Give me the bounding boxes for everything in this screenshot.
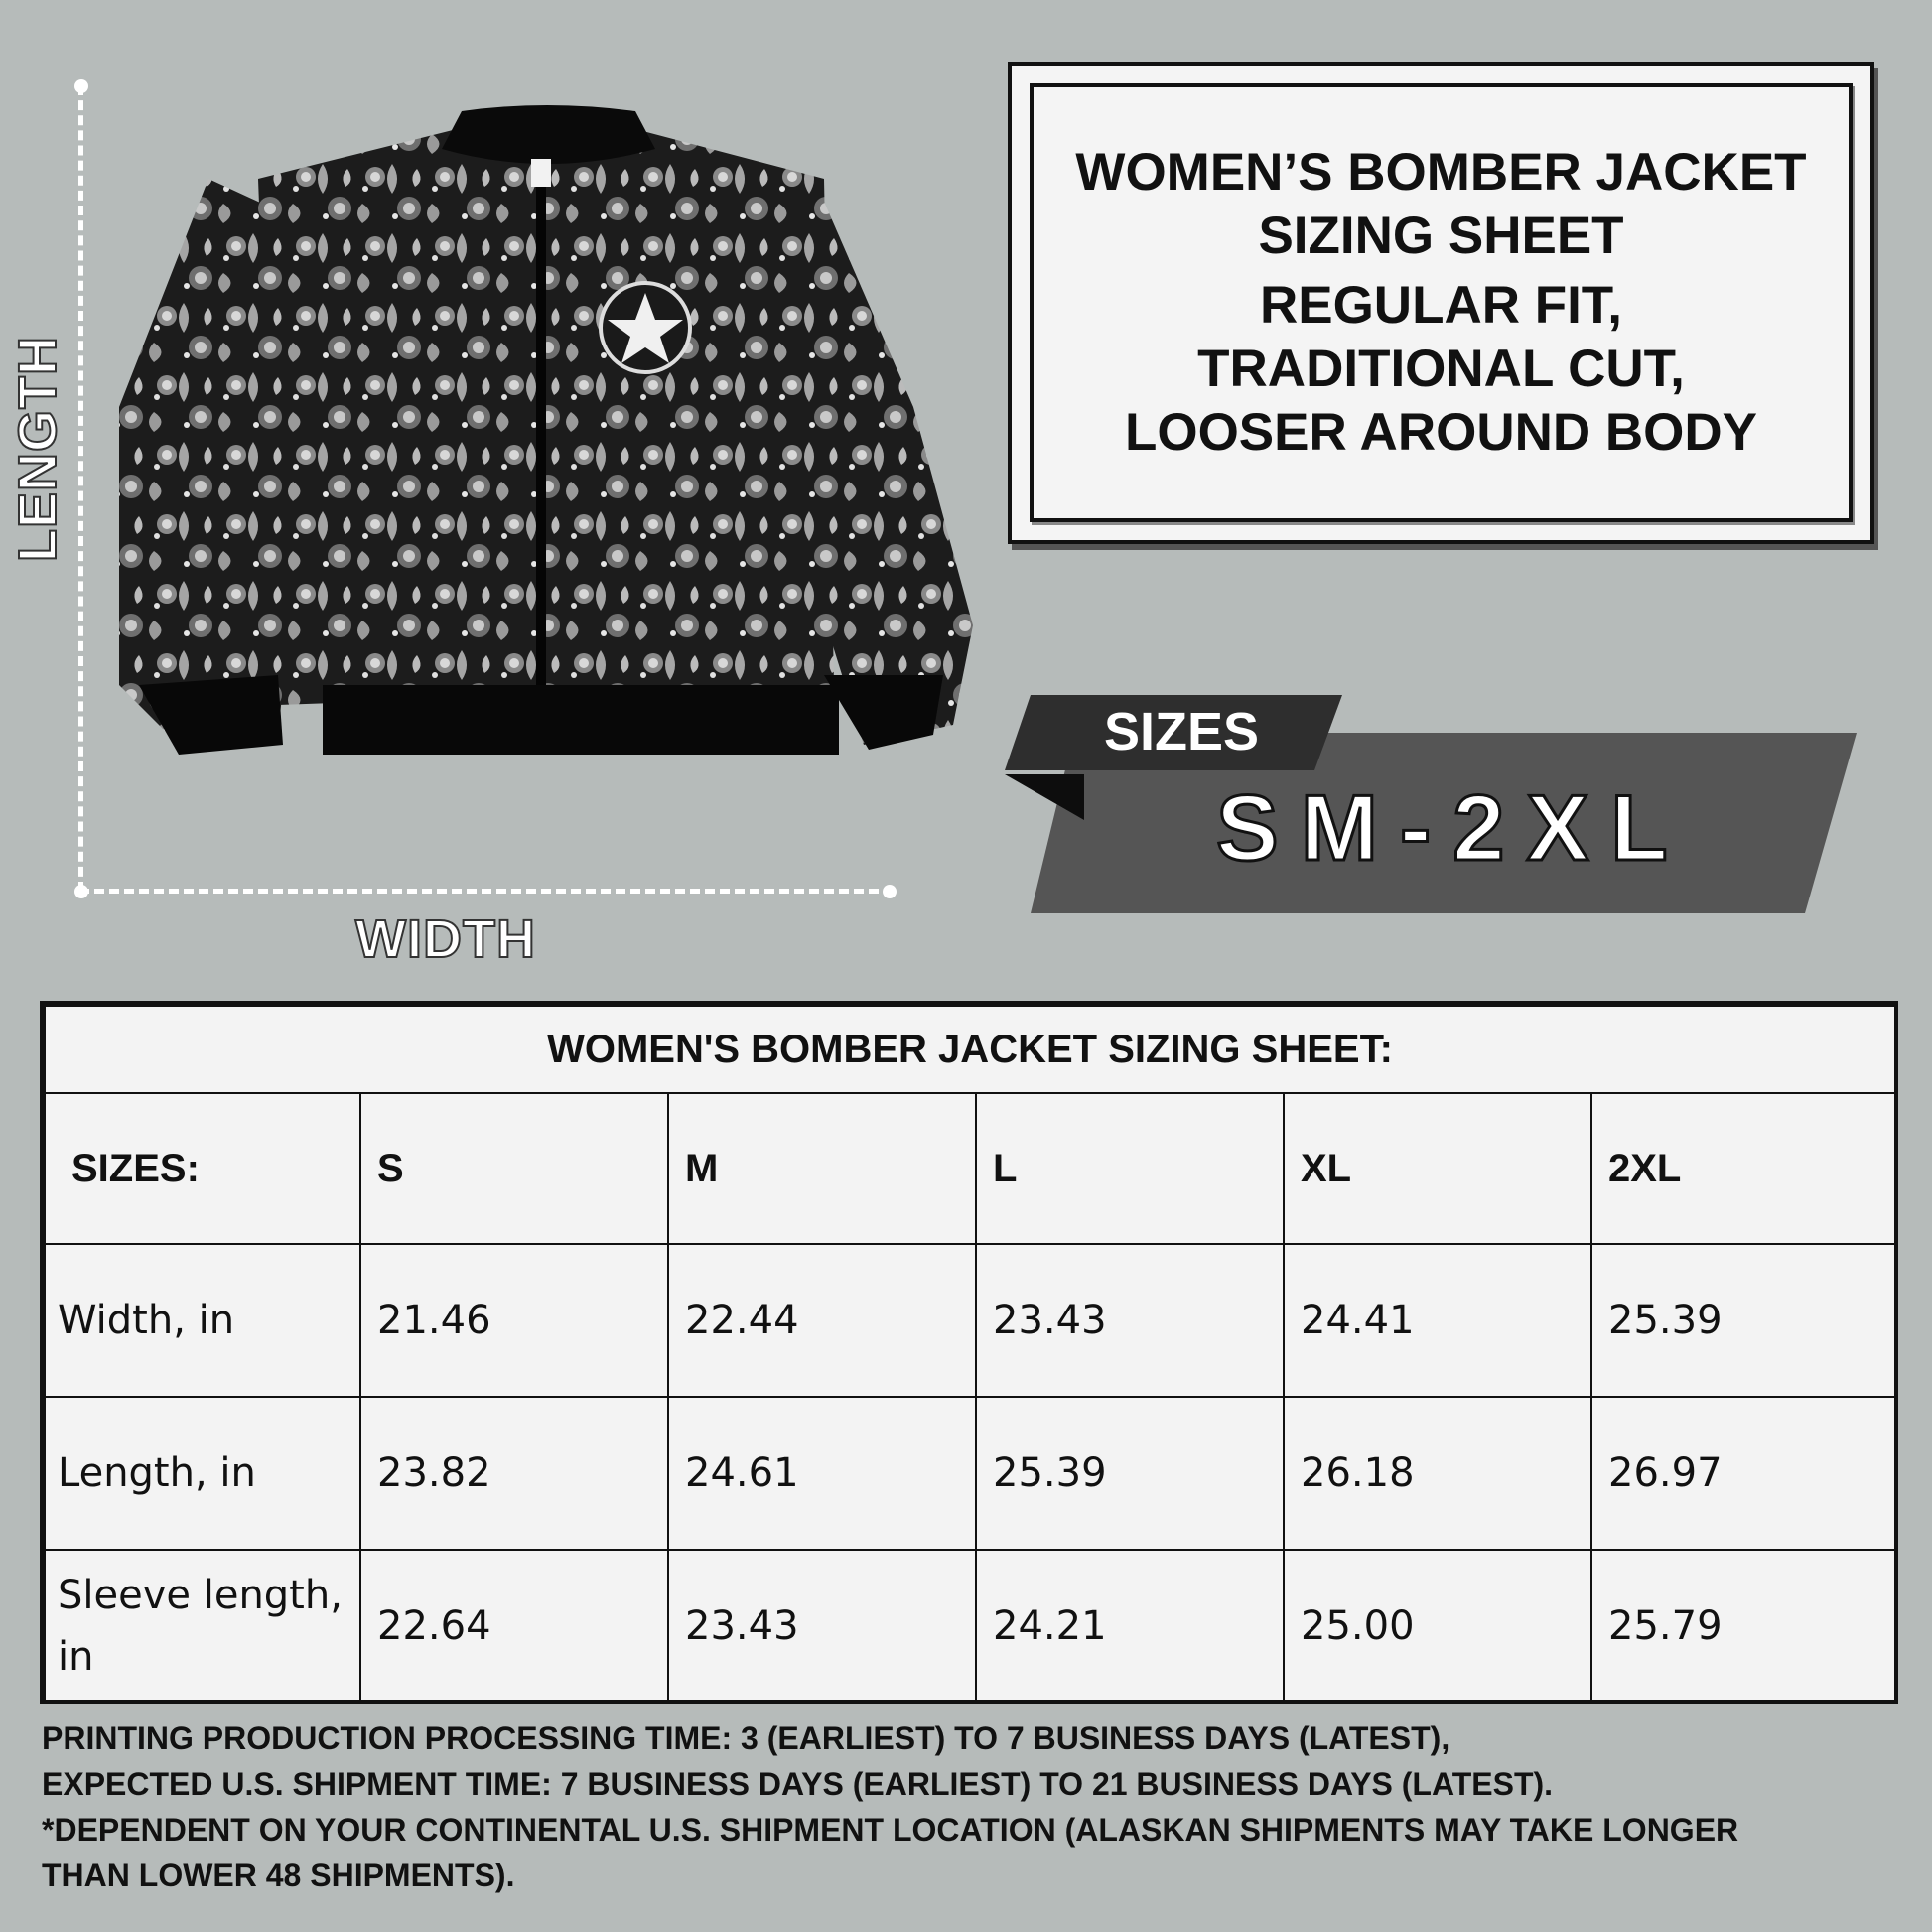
note-line: EXPECTED U.S. SHIPMENT TIME: 7 BUSINESS DAYS (EARLIEST) TO 21 BUSINESS DAYS (LATEST).: [42, 1766, 1554, 1802]
table-cell: 22.44: [668, 1244, 976, 1397]
table-cell: 22.64: [360, 1550, 668, 1703]
table-cell: 24.41: [1284, 1244, 1591, 1397]
title-line: WOMEN’S BOMBER JACKET: [1075, 143, 1807, 202]
header-size-m: M: [668, 1093, 976, 1244]
fit-description-line: REGULAR FIT,: [1259, 276, 1623, 335]
dimension-end-dot: [883, 885, 897, 898]
row-label: Sleeve length, in: [45, 1550, 360, 1703]
table-cell: 24.61: [668, 1397, 976, 1550]
bomber-jacket-image: [79, 89, 993, 784]
sizes-label: SIZES: [1104, 702, 1260, 761]
table-row: [45, 1550, 1895, 1703]
table-cell: 26.18: [1284, 1397, 1591, 1550]
length-label: LENGTH: [8, 336, 68, 562]
shipping-notes: [42, 1716, 1888, 1898]
table-header-row: [45, 1093, 1895, 1244]
table-cell: 26.97: [1591, 1397, 1895, 1550]
table-cell: 23.82: [360, 1397, 668, 1550]
table-row: [45, 1397, 1895, 1550]
table-cell: 24.21: [976, 1550, 1284, 1703]
width-label: WIDTH: [355, 909, 536, 969]
table-row: [45, 1244, 1895, 1397]
table-cell: 25.39: [976, 1397, 1284, 1550]
title-line: SIZING SHEET: [1258, 207, 1624, 265]
title-box-inner: [1030, 83, 1853, 522]
table-cell: 23.43: [976, 1244, 1284, 1397]
table-cell: 25.79: [1591, 1550, 1895, 1703]
sizes-banner-fold: [1005, 774, 1084, 820]
header-sizes: SIZES:: [45, 1093, 360, 1244]
header-size-s: S: [360, 1093, 668, 1244]
table-cell: 23.43: [668, 1550, 976, 1703]
sizes-range: SM-2XL: [1216, 775, 1690, 880]
header-size-xl: XL: [1284, 1093, 1591, 1244]
table-caption: WOMEN'S BOMBER JACKET SIZING SHEET:: [45, 1006, 1895, 1093]
title-box: [1008, 62, 1874, 544]
note-line: THAN LOWER 48 SHIPMENTS).: [42, 1858, 515, 1893]
fit-description-line: TRADITIONAL CUT,: [1197, 340, 1685, 398]
width-dimension-line: [79, 889, 894, 894]
dimension-end-dot: [74, 79, 88, 93]
length-dimension-line: [78, 85, 83, 892]
dimension-corner-dot: [74, 885, 88, 898]
row-label: Width, in: [45, 1244, 360, 1397]
fit-description-line: LOOSER AROUND BODY: [1124, 403, 1757, 462]
table-cell: 25.00: [1284, 1550, 1591, 1703]
row-label: Length, in: [45, 1397, 360, 1550]
sizing-table: [40, 1001, 1898, 1704]
header-size-l: L: [976, 1093, 1284, 1244]
table-cell: 25.39: [1591, 1244, 1895, 1397]
note-line: PRINTING PRODUCTION PROCESSING TIME: 3 (EARLIEST) TO 7 BUSINESS DAYS (LATEST),: [42, 1721, 1450, 1756]
header-size-2xl: 2XL: [1591, 1093, 1895, 1244]
note-line: *DEPENDENT ON YOUR CONTINENTAL U.S. SHIPMENT LOCATION (ALASKAN SHIPMENTS MAY TAKE LONGER: [42, 1812, 1739, 1848]
table-cell: 21.46: [360, 1244, 668, 1397]
